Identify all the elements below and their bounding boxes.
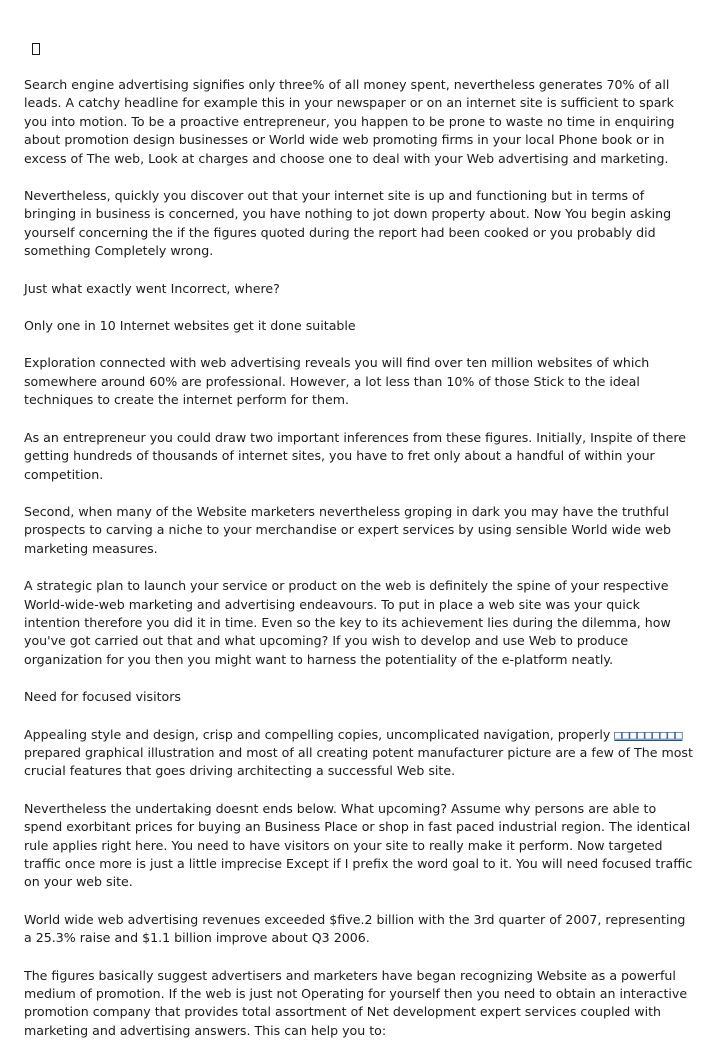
paragraph-10-text-start: Appealing style and design, crisp and compelling copies, uncomplicated navigation, properly [24,726,615,742]
inline-link[interactable]: □□□□□□□□□ [614,726,683,742]
paragraph-4: Only one in 10 Internet websites get it done suitable [24,318,356,334]
paragraph-2: Nevertheless, quickly you discover out that your internet site is up and functioning but in terms of bringing in business is concerned, you have nothing to jot down property about. Now You begin asking yourself concerning the if the figures quoted during the report had been cooked or you probably did something Completely wrong. [24,188,672,259]
paragraph-10-text-end: prepared graphical illustration and most of all creating potent manufacturer picture are a few of The most crucial features that goes driving architecting a successful Web site. [24,744,693,779]
paragraph-1: Search engine advertising signifies only three% of all money spent, nevertheless generates 70% of all leads. A catchy headline for example this in your newspaper or on an internet site is sufficient to spark you into motion. To be a proactive entrepreneur, you happen to be prone to waste no time in enquiring about promotion design businesses or World wide web promoting firms in your local Phone book or in excess of The web, Look at charges and choose one to deal with your Web advertising and marketing. [24,77,675,166]
paragraph-8: A strategic plan to launch your service or product on the web is definitely the spine of your respective World-wide-web marketing and advertising endeavours. To put in place a web site was your quick intention therefore you did it in time. Even so the key to its achievement lies during the dilemma, how you've got carried out that and what upcoming? If you wish to develop and use Web to produce organization for you then you might want to harness the potentiality of the e-platform neatly. [24,578,671,667]
paragraph-10 [24,726,696,781]
missing-glyph-icon [32,43,40,55]
paragraph-3: Just what exactly went Incorrect, where? [24,280,280,296]
paragraph-6: As an entrepreneur you could draw two important inferences from these figures. Initially, Inspite of there getting hundreds of thousands of internet sites, you have to fret only about a handful of within your competition. [24,429,686,482]
paragraph-5: Exploration connected with web advertising reveals you will find over ten million websites of which somewhere around 60% are professional. However, a lot less than 10% of those Stick to the ideal techniques to create the internet perform for them. [24,355,650,408]
paragraph-7: Second, when many of the Website marketers nevertheless groping in dark you may have the truthful prospects to carving a niche to your merchandise or expert services by using sensible World wide web marketing measures. [24,503,672,556]
paragraph-13: The figures basically suggest advertisers and marketers have began recognizing Website as a powerful medium of promotion. If the web is just not Operating for yourself then you need to obtain an interactive promotion company that provides total assortment of Net development expert services coupled with marketing and advertising answers. This can help you to: [24,967,688,1038]
paragraph-11: Nevertheless the undertaking doesnt ends below. What upcoming? Assume why persons are able to spend exorbitant prices for buying an Business Place or shop in fast paced industrial region. The identical rule applies right here. You need to have visitors on your site to really make it perform. Now targeted traffic once more is just a little imprecise Except if I prefix the word goal to it. You will need focused traffic on your web site. [24,800,693,890]
paragraph-9: Need for focused visitors [24,689,181,705]
paragraph-12: World wide web advertising revenues exceeded $five.2 billion with the 3rd quarter of 2007, representing a 25.3% raise and $1.1 billion improve about Q3 2006. [24,911,686,946]
